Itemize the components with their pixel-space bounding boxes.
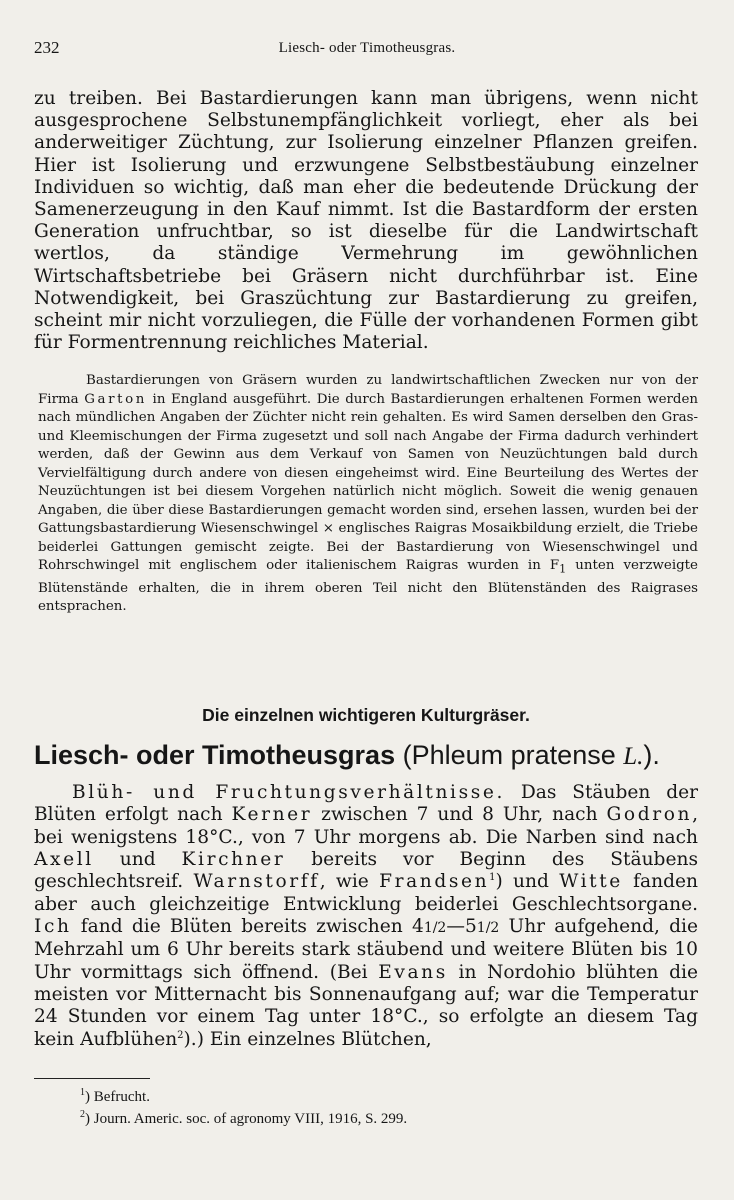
author-godron: Godron	[606, 804, 693, 826]
small-print-part-3: unten verzweigte Blütenstände erhalten, die in ihrem oberen Teil nicht den Blütenständen des Raigrases entsprachen.	[38, 558, 698, 615]
footnote-2	[80, 1108, 690, 1130]
author-ich: Ich	[34, 916, 72, 938]
f1-subscript: 1	[559, 563, 567, 577]
firm-name: Garton	[84, 391, 147, 407]
text-run: zwischen 7 und 8 Uhr, nach	[312, 804, 607, 826]
footnote-1	[80, 1086, 690, 1108]
section-heading: Die einzelnen wichtigeren Kulturgräser.	[202, 705, 530, 725]
title-close: ).	[643, 740, 660, 770]
text-run: , bei wenigstens 18°C., von 7 Uhr morgens ab. Die Narben sind nach	[34, 804, 698, 848]
text-run: fanden aber auch gleichzeitige Entwicklung beiderlei Geschlechtsorgane.	[34, 871, 698, 915]
page-number: 232	[34, 38, 60, 57]
title-author: L.	[623, 743, 644, 770]
text-run: fand die Blüten bereits zwischen 4	[71, 916, 424, 938]
text-run: , wie	[319, 871, 380, 893]
author-axell: Axell	[34, 849, 94, 871]
fraction-half: 1/2	[476, 920, 500, 937]
footnote-text: ) Befrucht.	[85, 1089, 150, 1105]
footnote-mark: 2	[80, 1109, 85, 1120]
author-kerner: Kerner	[231, 804, 313, 826]
title-latin: (Phleum pratense	[402, 740, 616, 770]
author-warnstorff: Warnstorff	[193, 871, 320, 893]
title-main: Liesch- oder Timotheusgras	[34, 740, 396, 770]
text-run: —5	[446, 916, 477, 938]
footnote-mark: 1	[80, 1087, 85, 1098]
subheading-inline: Blüh- und Fruchtungsverhältnisse.	[72, 782, 505, 803]
text-run: ).) Ein einzelnes Blütchen,	[183, 1028, 432, 1050]
main-paragraph: zu treiben. Bei Bastardierungen kann man übrigens, wenn nicht ausgesprochene Selbstunempfänglichkeit vorliegt, eher als bei anderweitiger Züchtung, zur Isolierung einzelner Pflanzen greifen. Hier ist Isolierung und erzwungene Selbstbestäubung einzelner Individuen so wichtig, daß man eher die bedeutende Drückung der Samenerzeugung in den Kauf nimmt. Ist die Bastardform der ersten Generation unfruchtbar, so ist dieselbe für die Landwirtschaft wertlos, da ständige Vermehrung im gewöhnlichen Wirtschaftsbetriebe bei Gräsern nicht durchführbar ist. Eine Notwendigkeit, bei Graszüchtung zur Bastardierung zu greifen, scheint mir nicht vorzuliegen, die Fülle der vorhandenen Formen gibt für Formentrennung reichliches Material.	[34, 88, 698, 354]
text-run: in Nordohio blühten die meisten vor Mitternacht bis Sonnenaufgang auf; war die Temperatur 24 Stunden vor einem Tag unter 18°C., so erfolgte an diesem Tag kein Aufblühen	[34, 961, 698, 1050]
running-title: Liesch- oder Timotheusgras.	[278, 40, 456, 56]
text-run: Uhr aufgehend, die Mehrzahl um 6 Uhr bereits stark stäubend und weitere Blüten bis 10 Uhr vormittags sich öffnend. (Bei	[34, 916, 698, 983]
author-evans: Evans	[378, 961, 448, 983]
text-run: und	[93, 849, 182, 871]
body-paragraph-flowering	[34, 782, 698, 1051]
footnotes	[80, 1086, 690, 1130]
running-head	[34, 38, 700, 60]
small-print-paragraph	[38, 372, 698, 617]
text-run: Das Stäuben der Blüten erfolgt nach	[34, 782, 698, 826]
author-frandsen: Frandsen	[379, 871, 490, 893]
small-print-part-1: Bastardierungen von Gräsern wurden zu landwirtschaftlichen Zwecken nur von der Firma	[38, 373, 698, 407]
footnote-ref-2: 2	[177, 1029, 184, 1041]
footnote-text: ) Journ. Americ. soc. of agronomy VIII, 1916, S. 299.	[85, 1111, 408, 1127]
footnote-ref-1: 1	[489, 872, 496, 884]
text-run: ) und	[495, 871, 560, 893]
author-kirchner: Kirchner	[181, 849, 286, 871]
small-print-part-2: in England ausgeführt. Die durch Bastardierungen erhaltenen Formen werden nach mündlichen Angaben der Züchter nicht rein gehalten. Es wird Samen derselben den Gras- und Kleemischungen der Firma zugesetzt und soll nach Angabe der Firma dadurch verhindert werden, daß der Gewinn aus dem Verkauf von Samen von Neuzüchtungen bald durch Vervielfältigung durch andere von diesen eingeheimst wird. Eine Beurteilung des Wertes der Neuzüchtungen ist bei diesem Vorgehen natürlich nicht möglich. Soweit die wenig genauen Angaben, die über diese Bastardierungen gemacht worden sind, ersehen lassen, wurden bei der Gattungsbastardierung Wiesenschwingel × englisches Raigras Mosaikbildung erzielt, die Triebe beiderlei Gattungen gemischt zeigte. Bei der Bastardierung von Wiesenschwingel und Rohrschwingel mit englischem oder italienischem Raigras wurden in F	[38, 391, 699, 574]
fraction-half: 1/2	[423, 920, 447, 937]
article-title	[34, 738, 698, 774]
footnote-rule	[34, 1078, 150, 1079]
text-run: bereits vor Beginn des Stäubens geschlechtsreif.	[34, 849, 698, 893]
author-witte: Witte	[559, 871, 623, 893]
